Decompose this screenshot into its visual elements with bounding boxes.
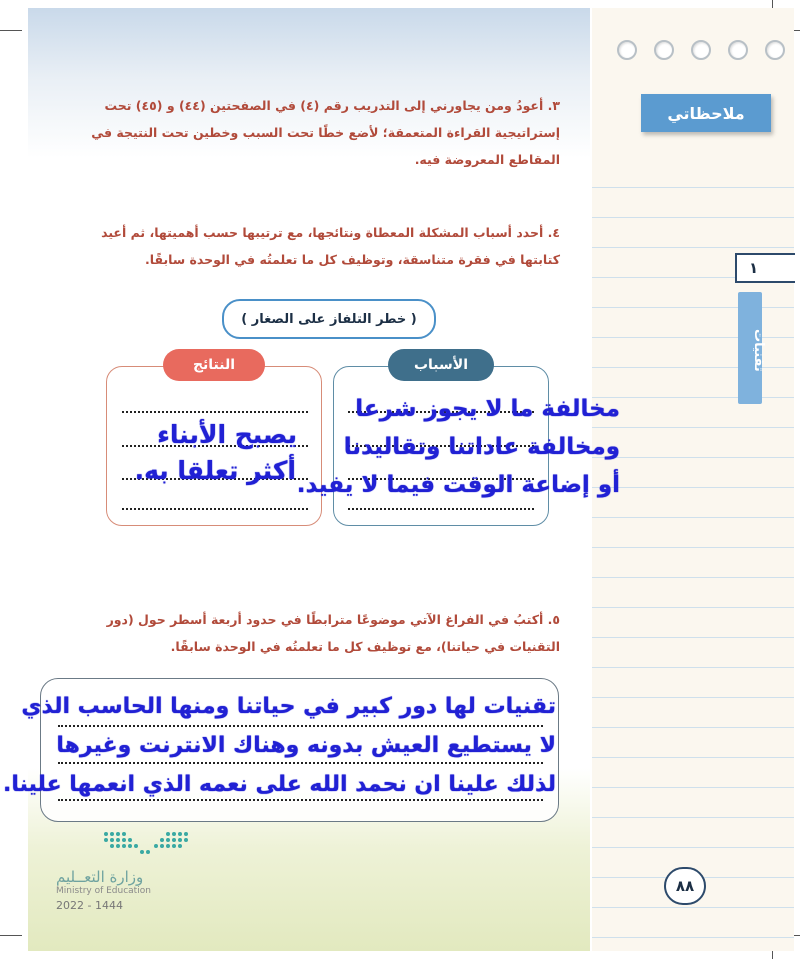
handwritten-answer: تقنيات لها دور كبير في حياتنا ومنها الحاسب الذي xyxy=(21,694,556,719)
writing-line xyxy=(58,799,543,801)
binder-hole-icon xyxy=(654,40,674,60)
notes-column xyxy=(592,8,794,951)
writing-line xyxy=(58,725,543,727)
handwritten-answer: لذلك علينا ان نحمد الله على نعمه الذي انعمها علينا. xyxy=(3,772,556,797)
question-3-line: إستراتيجية القراءة المتعمقة؛ لأضع خطًا تحت السبب وخطين تحت النتيجة في xyxy=(91,125,560,140)
handwritten-cause: مخالفة ما لا يجوز شرعا xyxy=(355,396,620,422)
topic-title: ( خطر التلفاز على الصغار ) xyxy=(222,299,436,339)
causes-label: الأسباب xyxy=(388,349,494,381)
question-3-line: المقاطع المعروضة فيه. xyxy=(414,152,560,167)
edition-year: 2022 - 1444 xyxy=(56,899,123,912)
question-4-line: كتابتها في فقرة متناسقة، وتوظيف كل ما تعلمتُه في الوحدة سابقًا. xyxy=(145,252,560,267)
notes-header: ملاحظاتي xyxy=(641,94,771,132)
handwritten-cause: أو إضاعة الوقت فيما لا يفيد. xyxy=(296,472,620,498)
ministry-name-english: Ministry of Education xyxy=(56,886,151,896)
ministry-logo-icon xyxy=(100,828,192,858)
crop-mark xyxy=(0,935,22,936)
unit-name: تقنيات xyxy=(751,328,766,372)
writing-line xyxy=(122,508,308,510)
handwritten-cause: ومخالفة عاداتنا وتقاليدنا xyxy=(343,434,620,460)
writing-line xyxy=(348,508,534,510)
question-5 xyxy=(90,606,560,660)
question-4 xyxy=(90,219,560,273)
page-number: ٨٨ xyxy=(664,867,706,905)
binder-hole-icon xyxy=(765,40,785,60)
question-3-line: ٣. أعودُ ومن يجاورني إلى التدريب رقم (٤) في الصفحتين (٤٤) و (٤٥) تحت xyxy=(104,98,560,113)
binder-hole-icon xyxy=(617,40,637,60)
unit-number: ١ xyxy=(735,253,795,283)
question-4-line: ٤. أحدد أسباب المشكلة المعطاة ونتائجها، مع ترتيبها حسب أهميتها، ثم أعيد xyxy=(101,225,560,240)
binder-hole-icon xyxy=(728,40,748,60)
binder-hole-icon xyxy=(691,40,711,60)
handwritten-answer: لا يستطيع العيش بدونه وهناك الانترنت وغيرها xyxy=(56,733,556,758)
writing-line xyxy=(122,411,308,413)
question-3 xyxy=(90,92,560,173)
crop-mark xyxy=(0,30,22,31)
handwritten-result: يصبح الأبناء xyxy=(157,420,297,449)
question-5-line: ٥. أكتبُ في الفراغ الآتي موضوعًا مترابطًا في حدود أربعة أسطر حول (دور xyxy=(106,612,560,627)
question-5-line: التقنيات في حياتنا)، مع توظيف كل ما تعلمتُه في الوحدة سابقًا. xyxy=(170,639,560,654)
notes-top xyxy=(592,8,794,158)
results-label: النتائج xyxy=(163,349,265,381)
handwritten-result: أكثر تعلقا به. xyxy=(134,456,296,485)
ministry-name-arabic: وزارة التعــليم xyxy=(56,868,144,886)
writing-line xyxy=(58,762,543,764)
